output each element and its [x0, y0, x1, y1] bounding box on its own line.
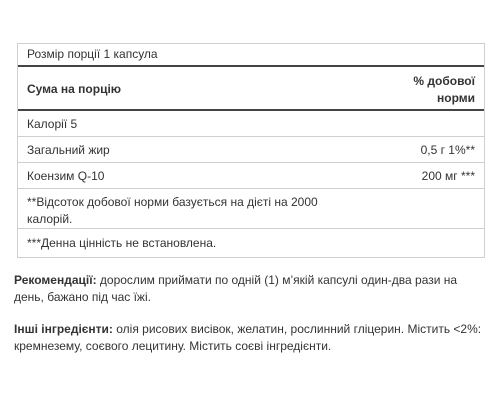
- other-ingredients-label: Інші інгредієнти:: [14, 322, 113, 336]
- serving-size-text: Розмір порції 1 капсула: [27, 47, 158, 61]
- nutrient-name: Коензим Q-10: [27, 169, 105, 183]
- nutrient-name: Загальний жир: [27, 143, 110, 157]
- nutrient-value: 0,5 г 1%**: [420, 143, 475, 157]
- nutrient-value: 200 мг ***: [421, 169, 475, 183]
- other-ingredients-paragraph: [14, 321, 484, 355]
- table-header-row: [18, 67, 484, 111]
- not-established-text: ***Денна цінність не встановлена.: [27, 236, 217, 250]
- daily-value-footnote-text: **Відсоток добової норми базується на дієті на 2000 калорій.: [27, 195, 318, 226]
- table-row: [18, 163, 484, 189]
- amount-per-serving-header: Сума на порцію: [27, 82, 122, 96]
- recommendations-text: дорослим приймати по одній (1) м’якій капсулі один-два рази на день, бажано під час їжі.: [14, 273, 458, 304]
- recommendations-paragraph: [14, 272, 484, 306]
- daily-value-header-line-2: норми: [436, 91, 475, 105]
- table-row: [18, 137, 484, 163]
- table-row: [18, 111, 484, 137]
- nutrient-name: Калорії 5: [27, 117, 78, 131]
- daily-value-not-established-note: [18, 229, 484, 257]
- serving-size-row: [18, 44, 484, 67]
- other-ingredients-text: олія рисових висівок, желатин, рослинний гліцерин. Містить <2%: кремнезему, соєвого лецитину. Містить соєві інгредієнти.: [14, 322, 482, 353]
- supplement-facts-table: [17, 43, 485, 258]
- daily-value-footnote: [18, 189, 484, 229]
- daily-value-header: [413, 73, 475, 107]
- daily-value-header-line-1: % добової: [413, 74, 475, 88]
- recommendations-label: Рекомендації:: [14, 273, 97, 287]
